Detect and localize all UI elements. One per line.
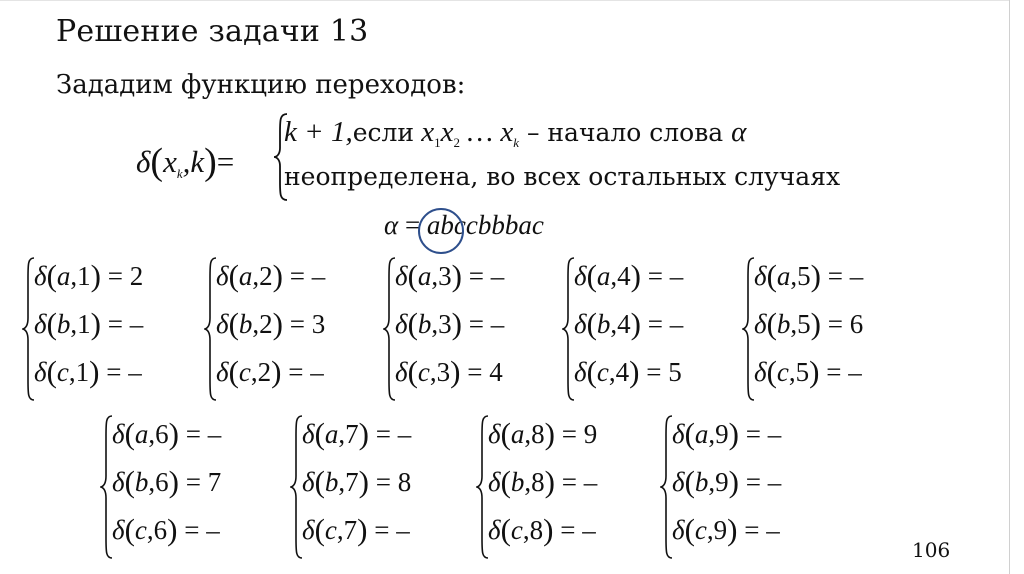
equation-value: – xyxy=(583,467,598,497)
system-equation xyxy=(216,354,324,390)
lhs-equals: = xyxy=(216,144,235,179)
equation-symbol: a xyxy=(56,261,71,291)
system-equation xyxy=(672,512,780,548)
equation-symbol: b xyxy=(134,467,149,497)
equation-symbol: a xyxy=(694,419,709,449)
close-paren: ) xyxy=(727,512,738,547)
equation-symbol: a xyxy=(417,261,432,291)
intro-text: Зададим функцию переходов: xyxy=(56,70,466,100)
equation-comma: , xyxy=(790,261,798,291)
equation-state: 8 xyxy=(531,467,545,497)
system-equation xyxy=(34,258,143,294)
close-paren: ) xyxy=(450,354,461,389)
system-equation xyxy=(34,306,143,342)
delta-symbol: δ xyxy=(112,467,125,497)
equation-state: 7 xyxy=(345,467,359,497)
system-equation xyxy=(754,354,862,390)
open-paren: ( xyxy=(684,512,695,547)
equation-symbol: a xyxy=(238,261,253,291)
equation-equals: = xyxy=(281,357,311,387)
close-paren: ) xyxy=(629,354,640,389)
slide-title: Решение задачи 13 xyxy=(56,14,369,49)
equation-comma: , xyxy=(338,467,346,497)
system-equation xyxy=(112,512,220,548)
system-equation xyxy=(34,354,142,390)
equation-comma: , xyxy=(338,419,346,449)
system-equation xyxy=(302,512,410,548)
equation-comma: , xyxy=(788,357,796,387)
equation-symbol: c xyxy=(56,357,69,387)
case1-if: если xyxy=(352,118,415,147)
equation-value: – xyxy=(766,515,780,545)
equation-equals: = xyxy=(100,261,130,291)
close-paren: ) xyxy=(272,258,283,293)
alpha-word-line xyxy=(384,210,544,241)
equation-state: 4 xyxy=(617,261,631,291)
equation-state: 1 xyxy=(75,357,90,387)
delta-symbol: δ xyxy=(34,261,47,291)
delta-symbol: δ xyxy=(112,419,125,449)
equation-symbol: a xyxy=(596,261,611,291)
transition-system-1 xyxy=(22,256,202,402)
case1-expr: k + 1, xyxy=(284,116,353,148)
equation-equals: = xyxy=(368,467,398,497)
highlight-circle xyxy=(418,208,464,254)
equation-comma: , xyxy=(522,515,530,545)
equation-state: 1 xyxy=(77,261,91,291)
equation-value: – xyxy=(129,309,144,339)
system-equation xyxy=(754,306,863,342)
system-equation xyxy=(672,416,781,452)
delta-symbol: δ xyxy=(395,261,408,291)
open-paren: ( xyxy=(407,354,418,389)
open-paren: ( xyxy=(124,512,135,547)
equation-comma: , xyxy=(706,515,714,545)
transition-system-3 xyxy=(383,256,563,402)
close-paren: ) xyxy=(810,258,821,293)
equation-symbol: c xyxy=(694,515,707,545)
open-paren: ( xyxy=(684,416,695,451)
page-number: 106 xyxy=(912,538,951,562)
system-equation xyxy=(395,354,503,390)
transition-system-4 xyxy=(562,256,742,402)
equation-symbol: a xyxy=(324,419,339,449)
delta-symbol: δ xyxy=(672,467,685,497)
delta-symbol: δ xyxy=(395,309,408,339)
slide-right-border xyxy=(1009,0,1010,574)
equation-value: – xyxy=(669,309,684,339)
open-paren: ( xyxy=(46,354,57,389)
equation-equals: = xyxy=(178,419,208,449)
equation-comma: , xyxy=(146,515,154,545)
delta-symbol: δ xyxy=(754,261,767,291)
case1-sub1: 1 xyxy=(434,135,441,150)
equation-value: – xyxy=(397,419,412,449)
delta-symbol: δ xyxy=(302,467,315,497)
open-paren: ( xyxy=(766,258,777,293)
equation-value: – xyxy=(128,357,142,387)
equation-comma: , xyxy=(524,419,532,449)
equation-comma: , xyxy=(608,357,616,387)
equation-value: – xyxy=(767,419,782,449)
equation-state: 8 xyxy=(529,515,544,545)
equation-value: 3 xyxy=(311,309,326,339)
system-equation xyxy=(754,258,863,294)
equation-value: 9 xyxy=(583,419,598,449)
equation-symbol: b xyxy=(324,467,339,497)
lhs-x: x xyxy=(163,144,177,179)
equation-equals: = xyxy=(738,419,768,449)
equation-symbol: a xyxy=(510,419,525,449)
case1-x1: x xyxy=(421,116,435,148)
equation-equals: = xyxy=(461,261,491,291)
close-paren: ) xyxy=(358,464,369,499)
system-equation xyxy=(216,258,325,294)
equation-equals: = xyxy=(368,419,398,449)
equation-comma: , xyxy=(524,467,532,497)
system-equation xyxy=(574,354,682,390)
equation-state: 6 xyxy=(155,467,169,497)
equation-symbol: a xyxy=(134,419,149,449)
equation-equals: = xyxy=(460,357,490,387)
open-paren: ( xyxy=(46,258,57,293)
open-paren: ( xyxy=(407,258,418,293)
equation-state: 3 xyxy=(436,357,451,387)
case1-alpha: α xyxy=(731,116,747,148)
alpha-symbol: α xyxy=(384,210,399,240)
transition-definition xyxy=(136,112,896,204)
equation-equals: = xyxy=(737,515,767,545)
delta-symbol: δ xyxy=(216,309,229,339)
system-equation xyxy=(488,416,597,452)
system-equation xyxy=(302,464,411,500)
open-paren: ( xyxy=(407,306,418,341)
delta-symbol: δ xyxy=(216,357,229,387)
equation-value: 2 xyxy=(129,261,144,291)
equation-comma: , xyxy=(148,467,156,497)
close-paren: ) xyxy=(544,416,555,451)
equation-value: 4 xyxy=(489,357,503,387)
close-paren: ) xyxy=(271,354,282,389)
delta-symbol: δ xyxy=(136,144,151,179)
system-equation xyxy=(395,258,504,294)
equation-value: 5 xyxy=(668,357,682,387)
equation-value: 7 xyxy=(207,467,222,497)
equation-equals: = xyxy=(461,309,491,339)
equation-comma: , xyxy=(148,419,156,449)
equation-symbol: a xyxy=(776,261,791,291)
close-paren: ) xyxy=(167,512,178,547)
close-paren: ) xyxy=(358,416,369,451)
close-paren: ) xyxy=(544,464,555,499)
equation-equals: = xyxy=(367,515,397,545)
equation-comma: , xyxy=(708,467,716,497)
close-paren: ) xyxy=(90,306,101,341)
open-paren: ( xyxy=(766,306,777,341)
equation-state: 7 xyxy=(343,515,358,545)
equation-state: 2 xyxy=(257,357,272,387)
case2-text: неопределена, во всех остальных случаях xyxy=(284,162,841,191)
equation-comma: , xyxy=(431,261,439,291)
case1-subk: k xyxy=(513,135,519,150)
close-paren: ) xyxy=(168,416,179,451)
equation-value: – xyxy=(311,261,326,291)
delta-symbol: δ xyxy=(754,357,767,387)
system-equation xyxy=(574,258,683,294)
equation-equals: = xyxy=(640,261,670,291)
delta-symbol: δ xyxy=(488,467,501,497)
equation-value: – xyxy=(582,515,596,545)
alpha-word: abccbbbac xyxy=(426,210,544,240)
equation-comma: , xyxy=(429,357,437,387)
equation-state: 2 xyxy=(259,261,273,291)
close-paren: ) xyxy=(728,416,739,451)
delta-symbol: δ xyxy=(216,261,229,291)
equation-comma: , xyxy=(70,309,78,339)
open-paren: ( xyxy=(766,354,777,389)
equation-state: 6 xyxy=(153,515,168,545)
equation-state: 8 xyxy=(531,419,545,449)
equation-state: 4 xyxy=(617,309,631,339)
transition-system-9 xyxy=(660,414,840,560)
lhs-rest: ,k xyxy=(182,144,205,179)
equation-equals: = xyxy=(282,261,312,291)
equation-comma: , xyxy=(252,309,260,339)
equation-comma: , xyxy=(708,419,716,449)
equation-comma: , xyxy=(336,515,344,545)
slide-top-border xyxy=(0,0,1010,1)
close-paren: ) xyxy=(809,354,820,389)
equation-value: 8 xyxy=(397,467,412,497)
equation-equals: = xyxy=(820,309,850,339)
open-paren: ( xyxy=(46,306,57,341)
equation-state: 5 xyxy=(795,357,810,387)
equation-value: – xyxy=(490,261,505,291)
delta-symbol: δ xyxy=(754,309,767,339)
open-paren: ( xyxy=(586,354,597,389)
equation-equals: = xyxy=(178,467,208,497)
equation-state: 6 xyxy=(155,419,169,449)
equation-state: 9 xyxy=(715,467,729,497)
equation-symbol: c xyxy=(324,515,337,545)
transition-system-6 xyxy=(100,414,280,560)
equation-equals: = xyxy=(819,357,849,387)
delta-symbol: δ xyxy=(302,419,315,449)
lhs-x-sub: k xyxy=(176,166,183,181)
equation-value: – xyxy=(669,261,684,291)
close-paren: ) xyxy=(728,464,739,499)
equation-value: – xyxy=(206,515,220,545)
equation-comma: , xyxy=(68,357,76,387)
equation-symbol: c xyxy=(134,515,147,545)
open-paren: ( xyxy=(500,512,511,547)
close-paren: ) xyxy=(543,512,554,547)
equation-equals: = xyxy=(282,309,312,339)
equation-symbol: b xyxy=(596,309,611,339)
system-equation xyxy=(112,464,221,500)
equation-symbol: c xyxy=(417,357,430,387)
open-paren: ( xyxy=(228,258,239,293)
close-paren: ) xyxy=(451,306,462,341)
equation-state: 5 xyxy=(797,309,811,339)
equation-symbol: c xyxy=(238,357,251,387)
equation-equals: = xyxy=(554,419,584,449)
case1-x2: x xyxy=(440,116,454,148)
delta-symbol: δ xyxy=(34,309,47,339)
equation-value: 6 xyxy=(849,309,864,339)
close-paren: ) xyxy=(630,306,641,341)
equation-value: – xyxy=(848,357,862,387)
equation-state: 4 xyxy=(615,357,630,387)
equation-symbol: c xyxy=(596,357,609,387)
equation-symbol: c xyxy=(776,357,789,387)
definition-lhs: $\delta(x_k,k)=$ xyxy=(136,141,235,183)
equation-comma: , xyxy=(610,261,618,291)
equation-state: 7 xyxy=(345,419,359,449)
equation-comma: , xyxy=(250,357,258,387)
open-paren: ( xyxy=(228,306,239,341)
equation-symbol: b xyxy=(56,309,71,339)
equation-equals: = xyxy=(738,467,768,497)
close-paren: ) xyxy=(168,464,179,499)
system-equation xyxy=(395,306,504,342)
system-equation xyxy=(112,416,221,452)
open-paren: ( xyxy=(684,464,695,499)
system-equation xyxy=(488,512,596,548)
equation-comma: , xyxy=(70,261,78,291)
equation-state: 2 xyxy=(259,309,273,339)
equation-comma: , xyxy=(790,309,798,339)
case1-dots: … x xyxy=(460,116,514,148)
equation-comma: , xyxy=(431,309,439,339)
close-paren: ) xyxy=(810,306,821,341)
open-paren: ( xyxy=(586,258,597,293)
close-paren: ) xyxy=(89,354,100,389)
equation-state: 3 xyxy=(438,261,452,291)
equation-state: 9 xyxy=(713,515,728,545)
close-paren: ) xyxy=(272,306,283,341)
delta-symbol: δ xyxy=(574,261,587,291)
open-paren: ( xyxy=(314,416,325,451)
equation-equals: = xyxy=(553,515,583,545)
equation-state: 5 xyxy=(797,261,811,291)
transition-system-5 xyxy=(742,256,922,402)
open-paren: ( xyxy=(500,464,511,499)
system-equation xyxy=(488,464,597,500)
definition-case-2 xyxy=(284,160,840,193)
equation-symbol: b xyxy=(238,309,253,339)
equation-equals: = xyxy=(99,357,129,387)
equation-symbol: b xyxy=(417,309,432,339)
delta-symbol: δ xyxy=(574,357,587,387)
close-paren: ) xyxy=(357,512,368,547)
system-equation xyxy=(574,306,683,342)
transition-system-7 xyxy=(290,414,470,560)
equation-value: – xyxy=(767,467,782,497)
system-equation xyxy=(302,416,411,452)
equation-comma: , xyxy=(252,261,260,291)
delta-symbol: δ xyxy=(112,515,125,545)
close-paren: ) xyxy=(90,258,101,293)
equation-equals: = xyxy=(554,467,584,497)
transition-system-8 xyxy=(476,414,656,560)
delta-symbol: δ xyxy=(34,357,47,387)
equation-equals: = xyxy=(639,357,669,387)
system-equation xyxy=(672,464,781,500)
equation-state: 1 xyxy=(77,309,91,339)
equation-value: – xyxy=(310,357,324,387)
equation-equals: = xyxy=(820,261,850,291)
equation-symbol: b xyxy=(510,467,525,497)
system-equation xyxy=(216,306,325,342)
alpha-equals: = xyxy=(398,210,427,240)
delta-symbol: δ xyxy=(488,419,501,449)
delta-symbol: δ xyxy=(302,515,315,545)
case1-sub2: 2 xyxy=(453,135,461,150)
equation-symbol: b xyxy=(776,309,791,339)
delta-symbol: δ xyxy=(672,515,685,545)
delta-symbol: δ xyxy=(672,419,685,449)
equation-equals: = xyxy=(177,515,207,545)
equation-value: – xyxy=(396,515,410,545)
equation-state: 3 xyxy=(438,309,452,339)
equation-comma: , xyxy=(610,309,618,339)
open-paren: ( xyxy=(124,416,135,451)
case1-tail: – начало слова xyxy=(519,118,732,147)
equation-value: – xyxy=(849,261,864,291)
equation-state: 9 xyxy=(715,419,729,449)
open-paren: ( xyxy=(228,354,239,389)
equation-symbol: b xyxy=(694,467,709,497)
equation-value: – xyxy=(207,419,222,449)
equation-value: – xyxy=(490,309,505,339)
equation-symbol: c xyxy=(510,515,523,545)
close-paren: ) xyxy=(630,258,641,293)
delta-symbol: δ xyxy=(395,357,408,387)
equation-equals: = xyxy=(100,309,130,339)
definition-case-1 xyxy=(284,116,746,151)
open-paren: ( xyxy=(586,306,597,341)
delta-symbol: δ xyxy=(488,515,501,545)
close-paren: ) xyxy=(451,258,462,293)
delta-symbol: δ xyxy=(574,309,587,339)
open-paren: ( xyxy=(314,512,325,547)
transition-system-2 xyxy=(204,256,384,402)
open-paren: ( xyxy=(314,464,325,499)
equation-equals: = xyxy=(640,309,670,339)
open-paren: ( xyxy=(500,416,511,451)
open-paren: ( xyxy=(124,464,135,499)
